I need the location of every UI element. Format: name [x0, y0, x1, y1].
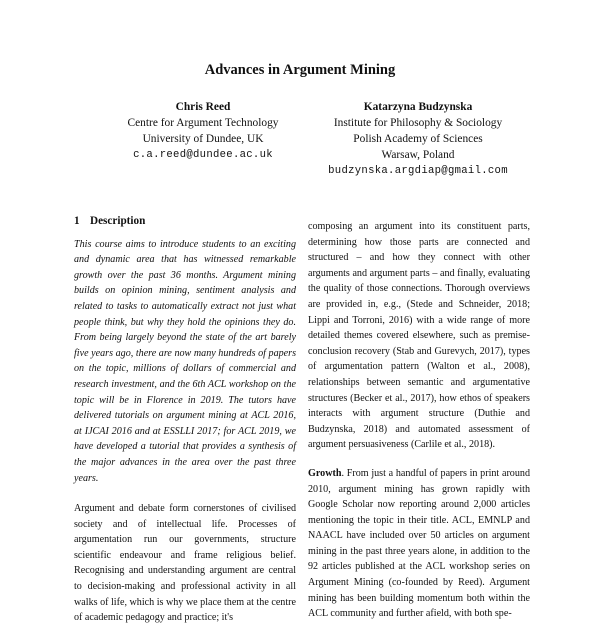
body-paragraph: Argument and debate form cornerstones of civilised society and of intellectual life. Processes of argumentation run our governments, structure scientific endeavour and frame religious belief. Recognising and understanding argument are central to decision-making and professional activity in all walks of life, which is why we place them at the centre of academic pedagogy and practice; it's — [74, 503, 296, 624]
growth-heading: Growth — [308, 467, 342, 479]
left-column — [74, 214, 296, 626]
author-block-budzynska — [300, 99, 536, 179]
section-number: 1 — [74, 215, 80, 227]
abstract-paragraph: This course aims to introduce students to an exciting and dynamic area that has witnessed remarkable growth over the past 36 months. Argument mining builds on opinion mining, sentiment analysis and related to tasks to automatically extract not just what people think, but why they hold the opinions they do. From being largely beyond the state of the art barely five years ago, there are now many hundreds of papers on the topic, millions of dollars of commercial and research investment, and the 6th ACL workshop on the topic will be in Florence in 2019. The tutors have delivered tutorials on argument mining at ACL 2016, at IJCAI 2016 and at ESSLLI 2017; for ACL 2019, we have developed a tutorial that provides a synthesis of the major advances in the area over the past three years. — [74, 238, 296, 484]
author-name: Chris Reed — [175, 101, 231, 113]
right-column — [308, 219, 530, 622]
author-affiliation: Institute for Philosophy & Sociology — [333, 117, 503, 129]
section-heading — [74, 214, 296, 230]
author-block-reed — [108, 99, 298, 163]
paper-title: Advances in Argument Mining — [204, 62, 396, 78]
author-name: Katarzyna Budzynska — [363, 101, 473, 113]
section-title: Description — [90, 215, 146, 227]
growth-paragraph: Growth. From just a handful of papers in print around 2010, argument mining has grown rapidly with Google Scholar now reporting around 2,000 articles mentioning the topic in their title. ACL, EMNLP and NAACL have included over 50 articles on argument mining in the past three years alone, in addition to the 92 articles published at the ACL workshop series on Argument Mining (co-founded by Reed). Argument mining has been building momentum both within the ACL community and further afield, with both spe- — [308, 467, 530, 620]
author-affiliation: Centre for Argument Technology — [127, 117, 279, 129]
author-affiliation: Warsaw, Poland — [381, 149, 455, 161]
author-affiliation: University of Dundee, UK — [142, 133, 264, 145]
growth-text: From just a handful of papers in print around 2010, argument mining has grown rapidly with Google Scholar now reporting around 2,000 articles mentioning the topic in their title. ACL, EMNLP and NAACL have included over 50 articles on argument mining in the past three years alone, in addition to the 92 articles published at the ACL workshop series on Argument Mining (co-founded by Reed). Argument mining has been building momentum both within the ACL community and further afield, with both spe- — [308, 467, 530, 620]
author-affiliation: Polish Academy of Sciences — [353, 133, 483, 145]
author-email: c.a.reed@dundee.ac.uk — [133, 149, 273, 161]
body-paragraph: composing an argument into its constituent parts, determining how those parts are connected and structured – and how they connect with other arguments and argument parts – and finally, evaluating the quality of those connections. Thorough overviews are provided in, e.g., (Stede and Schneider, 2018; Lippi and Torroni, 2016) with a wide range of more detailed themes covered elsewhere, such as premise-conclusion recovery (Stab and Gurevych, 2017), types of argumentation pattern (Walton et al., 2008), relationships between semantic and argumentative structures (Becker et al., 2017), how ethos of speakers interacts with argument structure (Duthie and Budzynska, 2018) and automated assessment of argument persuasiveness (Carlile et al., 2018). — [308, 221, 530, 451]
author-email: budzynska.argdiap@gmail.com — [328, 165, 508, 177]
